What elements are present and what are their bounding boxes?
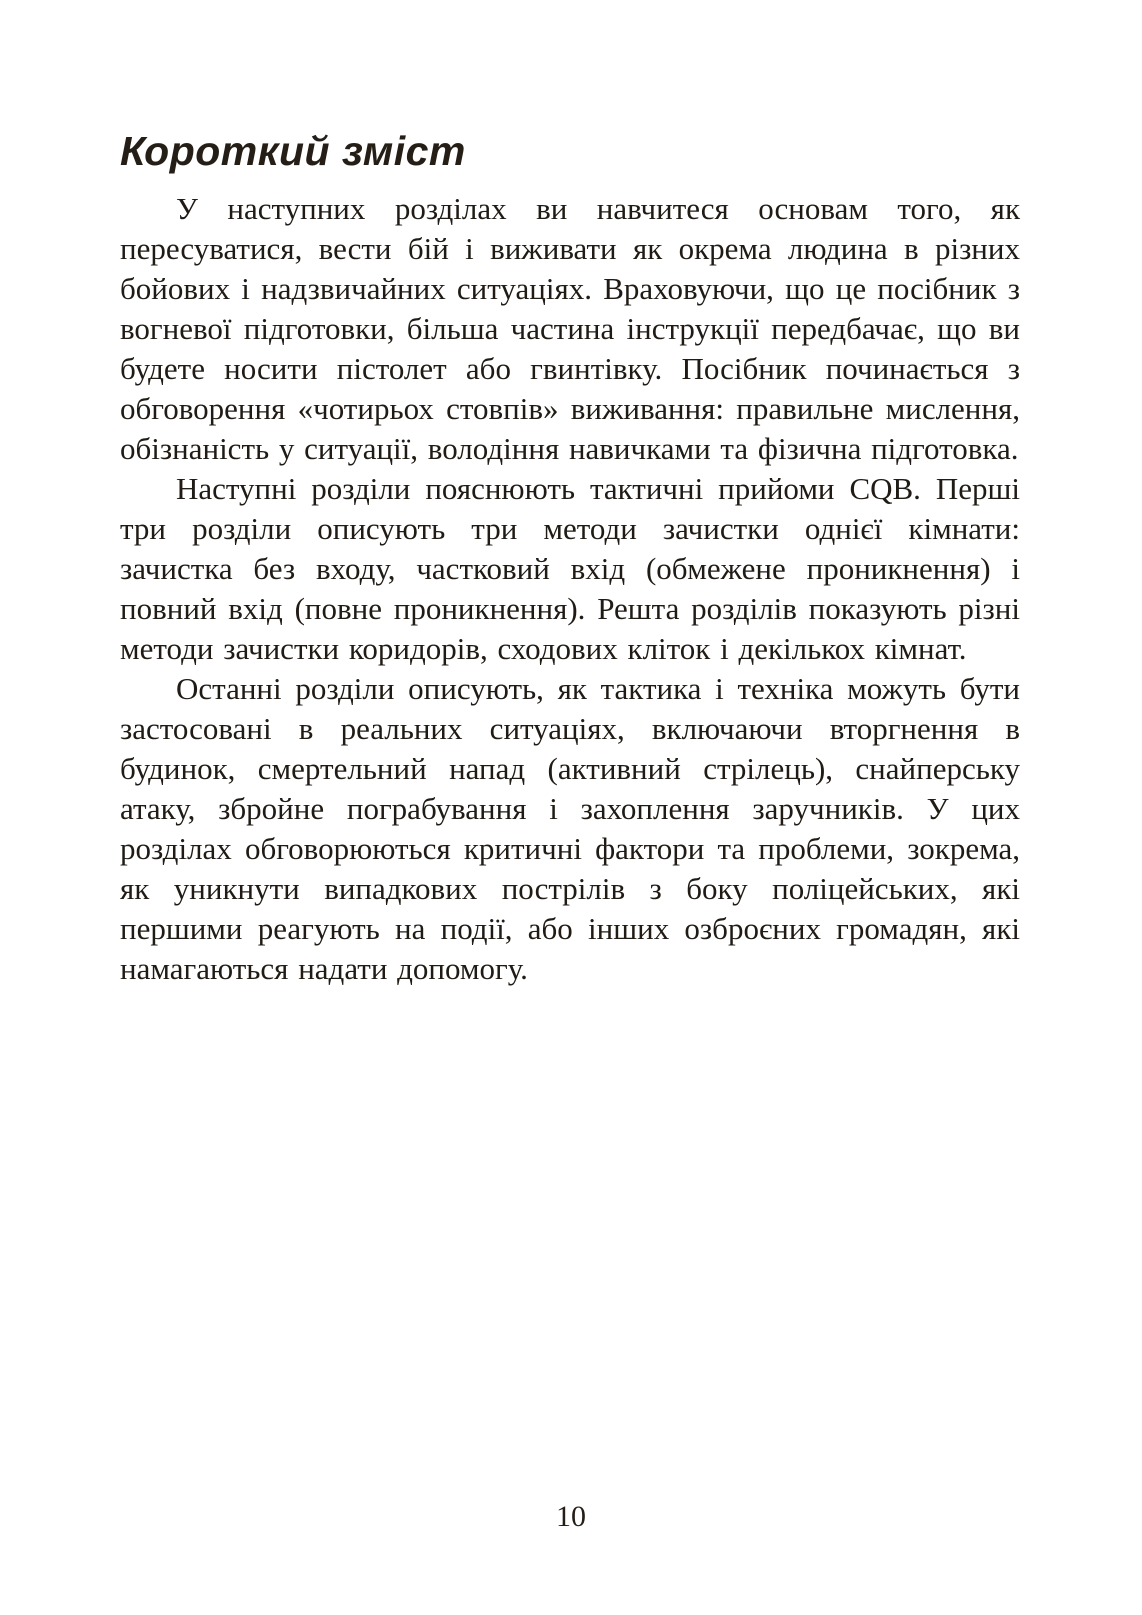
summary-paragraph-1: У наступних розділах ви навчитеся основам того, як пересуватися, вести бій і виживати як окрема людина в різних бойових і надзвичайних ситуаціях. Враховуючи, що це посібник з вогневої підготовки, більша частина інструкції передбачає, що ви будете носити пістолет або гвинтівку. Посібник починається з обговорення «чотирьох стовпів» виживання: правильне мислення, обізнаність у ситуації, володіння навичками та фізична підготовка. [120,191,1020,466]
page-title: Короткий зміст [120,128,466,174]
summary-paragraph-3: Останні розділи описують, як тактика і техніка можуть бути застосовані в реальних ситуаціях, включаючи вторгнення в будинок, смертельний напад (активний стрілець), снайперську атаку, збройне пограбування і захоплення заручників. У цих розділах обговорюються критичні фактори та проблеми, зокрема, як уникнути випадкових пострілів з боку поліцейських, які першими реагують на події, або інших озброєних громадян, які намагаються надати допомогу. [120,671,1020,986]
page-content [120,130,1020,989]
page-number: 10 [556,1500,586,1533]
summary-paragraph-2: Наступні розділи пояснюють тактичні прийоми CQB. Перші три розділи описують три методи зачистки однієї кімнати: зачистка без входу, частковий вхід (обмежене проникнення) і повний вхід (повне проникнення). Решта розділів показують різні методи зачистки коридорів, сходових кліток і декількох кімнат. [120,471,1020,666]
